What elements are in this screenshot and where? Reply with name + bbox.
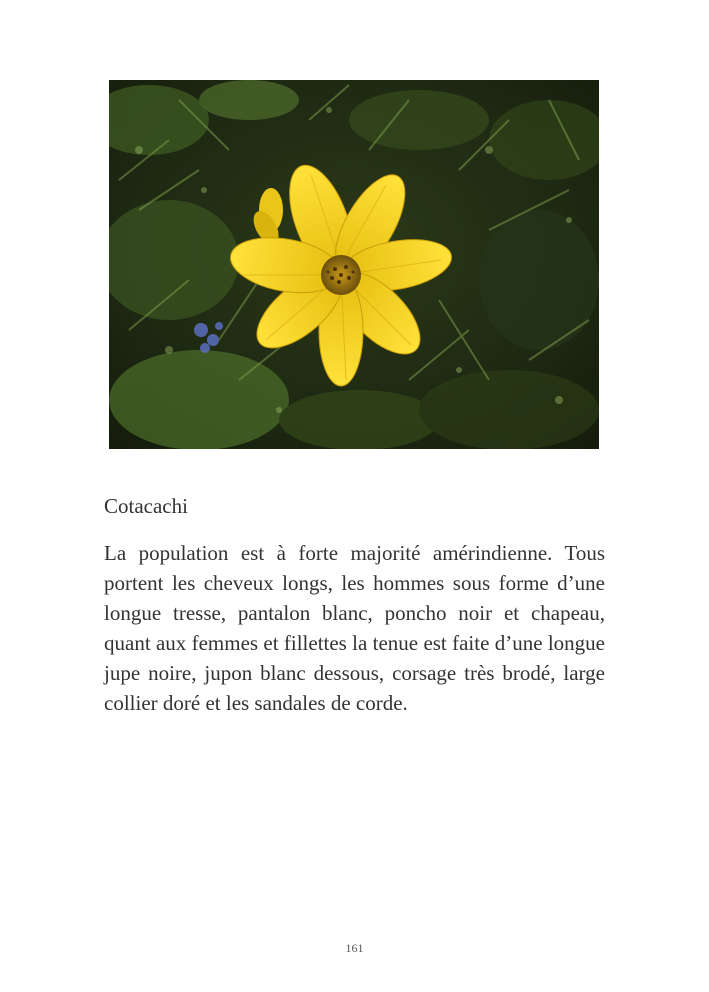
yellow-flower-image: [109, 80, 599, 449]
page-number: 161: [345, 941, 364, 955]
section-heading: Cotacachi: [104, 494, 188, 518]
body-paragraph: La population est à forte majorité amérindienne. Tous portent les cheveux longs, les hommes sous forme d’une longue tresse, pantalon blanc, poncho noir et chapeau, quant aux femmes et fillettes la tenue est faite d’une longue jupe noire, jupon blanc dessous, corsage très brodé, large collier doré et les sandales de corde.: [104, 541, 605, 715]
flower-photo: [109, 80, 599, 449]
